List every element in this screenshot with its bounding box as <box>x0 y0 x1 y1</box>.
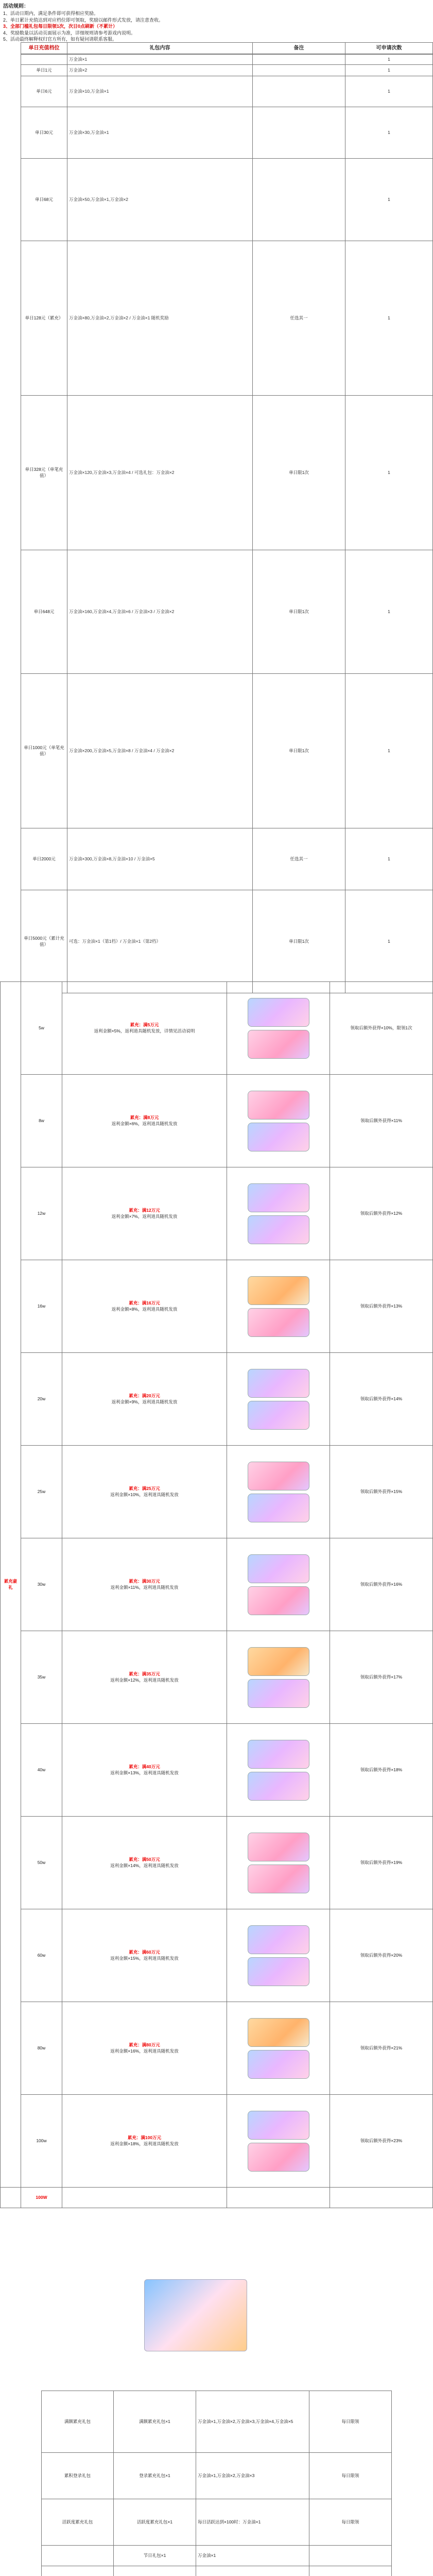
cumulative-title: 累充：满60万元 <box>129 1949 160 1955</box>
cumulative-image-cell <box>227 1260 330 1353</box>
reward-image <box>248 1215 309 1244</box>
cumulative-content <box>62 1724 227 1817</box>
reward-image <box>248 1123 309 1151</box>
header-note: 备注 <box>253 43 345 54</box>
cumulative-tier: 5w <box>21 982 62 1075</box>
cumulative-tier: 20w <box>21 1353 62 1446</box>
count-cell: 1 <box>345 674 433 828</box>
rules-title: 活动规则： <box>3 4 29 9</box>
reward-image <box>248 1925 309 1954</box>
reward-image <box>248 1740 309 1769</box>
rule-line-4: 4、奖励数量以活动页面展示为准，详细规则请参考游戏内说明。 <box>3 30 136 36</box>
reward-image <box>248 1647 309 1676</box>
cumulative-content <box>62 1075 227 1167</box>
cumulative-row <box>1 982 433 1075</box>
empty-cell <box>1 2188 21 2208</box>
cumulative-note: 领取后额外获得×13% <box>330 1260 433 1353</box>
cumulative-content <box>62 1167 227 1260</box>
table-row <box>21 76 433 107</box>
count-cell: 1 <box>345 241 433 396</box>
cumulative-bottom-label: 100W <box>21 2188 62 2208</box>
cumulative-text: 返利金额×18%，返利道具随机发放 <box>110 2141 179 2146</box>
login-detail: 万金油×1,万金油×2,万金油×3 <box>196 2453 309 2499</box>
empty-cell <box>62 2188 227 2208</box>
table-row <box>21 159 433 241</box>
cumulative-content <box>62 1538 227 1631</box>
cumulative-content <box>62 1260 227 1353</box>
cumulative-title: 累充：满30万元 <box>129 1578 160 1584</box>
daily-tier-rows <box>21 54 433 993</box>
reward-image <box>248 1030 309 1059</box>
login-item: 节日礼包×1 <box>114 2546 196 2566</box>
tier-cell: 单日30元 <box>21 107 67 159</box>
cumulative-note: 领取后额外获得×18% <box>330 1724 433 1817</box>
login-item: 登录累充礼包×1 <box>114 2453 196 2499</box>
cumulative-side-label: 累充豪礼 <box>1 982 21 2188</box>
content-cell: 万金油×1 <box>67 55 253 65</box>
cumulative-row <box>1 1075 433 1167</box>
login-label: 活跃度累充礼包 <box>42 2499 114 2546</box>
tier-cell: 单日1元 <box>21 65 67 76</box>
cumulative-title: 累充：满40万元 <box>129 1764 160 1769</box>
note-cell: 单日限1次 <box>253 550 345 674</box>
cumulative-title: 累充：满12万元 <box>129 1207 160 1213</box>
cumulative-text: 返利金额×15%，返利道具随机发放 <box>110 1955 179 1961</box>
tier-cell: 单日328元（单笔充值） <box>21 396 67 550</box>
cumulative-text: 返利金额×13%，返利道具随机发放 <box>110 1770 179 1775</box>
note-cell: 任选其一 <box>253 241 345 396</box>
header-content: 礼包内容 <box>67 43 253 54</box>
cumulative-image-cell <box>227 1446 330 1538</box>
reward-image <box>248 1276 309 1305</box>
reward-image <box>248 1183 309 1212</box>
cumulative-note: 领取后额外获得×12% <box>330 1167 433 1260</box>
login-row <box>42 2391 392 2453</box>
cumulative-image-cell <box>227 2002 330 2095</box>
cumulative-table-wrap <box>0 981 433 2208</box>
count-cell: 1 <box>345 76 433 107</box>
cumulative-table <box>0 981 433 2208</box>
login-label <box>42 2546 114 2566</box>
cumulative-note: 领取后额外获得×14% <box>330 1353 433 1446</box>
cumulative-tier: 25w <box>21 1446 62 1538</box>
cumulative-note: 领取后额外获得×20% <box>330 1909 433 2002</box>
cumulative-text: 返利金额×8%，返利道具随机发放 <box>111 1306 178 1312</box>
cumulative-image-cell <box>227 1631 330 1724</box>
content-cell: 万金油×2 <box>67 65 253 76</box>
daily-tier-table <box>21 42 433 54</box>
cumulative-tier: 40w <box>21 1724 62 1817</box>
login-detail: 万金油×1 <box>196 2546 309 2566</box>
cumulative-content <box>62 1817 227 1909</box>
cumulative-tier: 50w <box>21 1817 62 1909</box>
promo-banner-area <box>0 2277 433 2354</box>
cumulative-title: 累充：满80万元 <box>129 2042 160 2047</box>
tier-cell: 单日5000元（累计充值） <box>21 890 67 993</box>
cumulative-title: 累充：满50万元 <box>129 1856 160 1862</box>
cumulative-content <box>62 1353 227 1446</box>
note-cell: 单日限1次 <box>253 890 345 993</box>
cumulative-text: 返利金额×5%，返利道具随机发放，详情见活动说明 <box>94 1028 195 1033</box>
login-table-wrap <box>41 2391 391 2576</box>
content-cell: 万金油×30,万金油×1 <box>67 107 253 159</box>
reward-image <box>248 1833 309 1861</box>
cumulative-note: 领取后额外获得×10%，限领1次 <box>330 982 433 1075</box>
cumulative-row <box>1 1353 433 1446</box>
cumulative-row <box>1 1260 433 1353</box>
reward-image <box>248 1772 309 1801</box>
cumulative-title: 累充：满20万元 <box>129 1393 160 1398</box>
rule-line-3: 3、全部门槛礼包每日限领1次，次日0点刷新（不累计） <box>3 24 118 29</box>
cumulative-note: 领取后额外获得×23% <box>330 2095 433 2188</box>
table-row <box>21 828 433 890</box>
table-row <box>21 241 433 396</box>
reward-image <box>248 2018 309 2047</box>
cumulative-tier: 30w <box>21 1538 62 1631</box>
table-row <box>21 107 433 159</box>
cumulative-text: 返利金额×16%，返利道具随机发放 <box>110 2048 179 2054</box>
cumulative-text: 返利金额×11%，返利道具随机发放 <box>110 1584 179 1590</box>
tier-cell: 单日648元 <box>21 550 67 674</box>
cumulative-note: 领取后额外获得×15% <box>330 1446 433 1538</box>
reward-image <box>248 1091 309 1120</box>
cumulative-note: 领取后额外获得×21% <box>330 2002 433 2095</box>
cumulative-tier: 80w <box>21 2002 62 2095</box>
count-cell: 1 <box>345 55 433 65</box>
cumulative-bottom-row <box>1 2188 433 2208</box>
header-count: 可申请次数 <box>345 43 433 54</box>
cumulative-image-cell <box>227 1353 330 1446</box>
cumulative-row <box>1 1446 433 1538</box>
content-cell: 可选：万金油×1（第1档）/ 万金油×1（第2档） <box>67 890 253 993</box>
login-label: 满额累充礼包 <box>42 2391 114 2453</box>
count-cell: 1 <box>345 159 433 241</box>
cumulative-content <box>62 1909 227 2002</box>
cumulative-text: 返利金额×9%，返利道具随机发放 <box>111 1399 178 1404</box>
cumulative-content <box>62 2002 227 2095</box>
login-note: 每日限领 <box>309 2391 392 2453</box>
note-cell <box>253 55 345 65</box>
tier-cell: 单日68元 <box>21 159 67 241</box>
cumulative-row <box>1 2002 433 2095</box>
cumulative-row <box>1 1538 433 1631</box>
login-item: 满额累充礼包×1 <box>114 2391 196 2453</box>
login-note <box>309 2566 392 2576</box>
reward-image <box>248 1308 309 1337</box>
empty-cell <box>227 2188 330 2208</box>
tier-cell: 单日1000元（单笔充值） <box>21 674 67 828</box>
daily-tier-table-wrap <box>21 42 432 993</box>
tier-cell: 单日6元 <box>21 76 67 107</box>
rules-notes <box>0 0 433 41</box>
table-row <box>21 550 433 674</box>
count-cell: 1 <box>345 890 433 993</box>
content-cell: 万金油×10,万金油×1 <box>67 76 253 107</box>
cumulative-image-cell <box>227 2095 330 2188</box>
cumulative-note: 领取后额外获得×16% <box>330 1538 433 1631</box>
cumulative-title: 累充：满16万元 <box>129 1300 160 1306</box>
content-cell: 万金油×200,万金油×5,万金油×8 / 万金油×4 / 万金油×2 <box>67 674 253 828</box>
login-note: 每日限领 <box>309 2453 392 2499</box>
login-detail <box>196 2566 309 2576</box>
cumulative-note: 领取后额外获得×19% <box>330 1817 433 1909</box>
cumulative-text: 返利金额×12%，返利道具随机发放 <box>110 1677 179 1683</box>
cumulative-text: 返利金额×10%，返利道具随机发放 <box>110 1492 179 1497</box>
note-cell <box>253 76 345 107</box>
cumulative-title: 累充：满100万元 <box>127 2134 162 2140</box>
login-detail: 每日活跃达到×100时：万金油×1 <box>196 2499 309 2546</box>
cumulative-tier: 35w <box>21 1631 62 1724</box>
cumulative-image-cell <box>227 1538 330 1631</box>
count-cell: 1 <box>345 65 433 76</box>
cumulative-image-cell <box>227 982 330 1075</box>
cumulative-content <box>62 982 227 1075</box>
login-row <box>42 2499 392 2546</box>
login-item: 活跃度累充礼包×1 <box>114 2499 196 2546</box>
reward-image <box>248 1865 309 1893</box>
login-row <box>42 2453 392 2499</box>
content-cell: 万金油×120,万金油×3,万金油×4 / 可选礼包：万金油×2 <box>67 396 253 550</box>
note-cell: 单日限1次 <box>253 396 345 550</box>
cumulative-title: 累充：满35万元 <box>129 1671 160 1676</box>
cumulative-text: 返利金额×6%，返利道具随机发放 <box>111 1121 178 1126</box>
tier-cell: 单日2000元 <box>21 828 67 890</box>
content-cell: 万金油×80,万金油×2,万金油×2 / 万金油×1 随机奖励 <box>67 241 253 396</box>
cumulative-content <box>62 2095 227 2188</box>
table-row <box>21 65 433 76</box>
header-tier: 单日充值档位 <box>21 43 67 54</box>
content-cell: 万金油×50,万金油×1,万金油×2 <box>67 159 253 241</box>
cumulative-note: 领取后额外获得×17% <box>330 1631 433 1724</box>
cumulative-image-cell <box>227 1075 330 1167</box>
cumulative-row <box>1 1631 433 1724</box>
count-cell: 1 <box>345 550 433 674</box>
login-note <box>309 2546 392 2566</box>
cumulative-tier: 100w <box>21 2095 62 2188</box>
login-label: 累积登录礼包 <box>42 2453 114 2499</box>
note-cell <box>253 107 345 159</box>
cumulative-tier: 60w <box>21 1909 62 2002</box>
cumulative-image-cell <box>227 1724 330 1817</box>
reward-image <box>248 1369 309 1398</box>
table-header-row <box>21 43 433 54</box>
reward-image <box>248 1494 309 1522</box>
rule-line-1: 1、活动日期内，满足条件即可获得相应奖励。 <box>3 11 99 16</box>
count-cell: 1 <box>345 396 433 550</box>
reward-image <box>248 2143 309 2172</box>
cumulative-tier: 8w <box>21 1075 62 1167</box>
empty-cell <box>330 2188 433 2208</box>
reward-image <box>248 1401 309 1430</box>
tier-cell <box>21 55 67 65</box>
cumulative-image-cell <box>227 1817 330 1909</box>
note-cell <box>253 65 345 76</box>
count-cell: 1 <box>345 828 433 890</box>
cumulative-row <box>1 1909 433 2002</box>
cumulative-text: 返利金额×14%，返利道具随机发放 <box>110 1862 179 1868</box>
reward-image <box>248 1586 309 1615</box>
content-cell: 万金油×160,万金油×4,万金油×6 / 万金油×3 / 万金油×2 <box>67 550 253 674</box>
cumulative-row <box>1 1167 433 1260</box>
login-label <box>42 2566 114 2576</box>
cumulative-image-cell <box>227 1909 330 2002</box>
reward-image <box>248 1554 309 1583</box>
content-cell: 万金油×300,万金油×8,万金油×10 / 万金油×5 <box>67 828 253 890</box>
rule-line-5: 5、活动最终解释权归官方所有，如有疑问请联系客服。 <box>3 37 117 42</box>
cumulative-image-cell <box>227 1167 330 1260</box>
cumulative-tier: 12w <box>21 1167 62 1260</box>
table-row <box>21 396 433 550</box>
note-cell: 单日限1次 <box>253 674 345 828</box>
reward-image <box>248 1462 309 1490</box>
login-detail: 万金油×1,万金油×2,万金油×3,万金油×4,万金油×5 <box>196 2391 309 2453</box>
cumulative-row <box>1 1817 433 1909</box>
login-item <box>114 2566 196 2576</box>
cumulative-content <box>62 1631 227 1724</box>
reward-image <box>248 2111 309 2140</box>
login-row <box>42 2546 392 2566</box>
table-row <box>21 890 433 993</box>
table-row <box>21 55 433 65</box>
cumulative-row <box>1 1724 433 1817</box>
reward-image <box>248 1957 309 1986</box>
cumulative-title: 累充：满8万元 <box>130 1114 159 1120</box>
login-note: 每日限领 <box>309 2499 392 2546</box>
cumulative-text: 返利金额×7%，返利道具随机发放 <box>111 1213 178 1219</box>
cumulative-title: 累充：满25万元 <box>129 1485 160 1491</box>
reward-image <box>248 2050 309 2079</box>
promo-banner-image <box>144 2279 247 2351</box>
cumulative-note: 领取后额外获得×11% <box>330 1075 433 1167</box>
tier-cell: 单日128元（累充） <box>21 241 67 396</box>
login-row <box>42 2566 392 2576</box>
cumulative-row <box>1 2095 433 2188</box>
reward-image <box>248 1679 309 1708</box>
cumulative-tier: 16w <box>21 1260 62 1353</box>
note-cell: 任选其一 <box>253 828 345 890</box>
cumulative-content <box>62 1446 227 1538</box>
note-cell <box>253 159 345 241</box>
count-cell: 1 <box>345 107 433 159</box>
table-row <box>21 674 433 828</box>
rule-line-2: 2、单日累计充值达到对应档位即可领取，奖励以邮件形式发放，请注意查收。 <box>3 17 164 23</box>
cumulative-title: 累充：满5万元 <box>130 1022 159 1027</box>
login-table <box>41 2391 392 2576</box>
reward-image <box>248 998 309 1027</box>
